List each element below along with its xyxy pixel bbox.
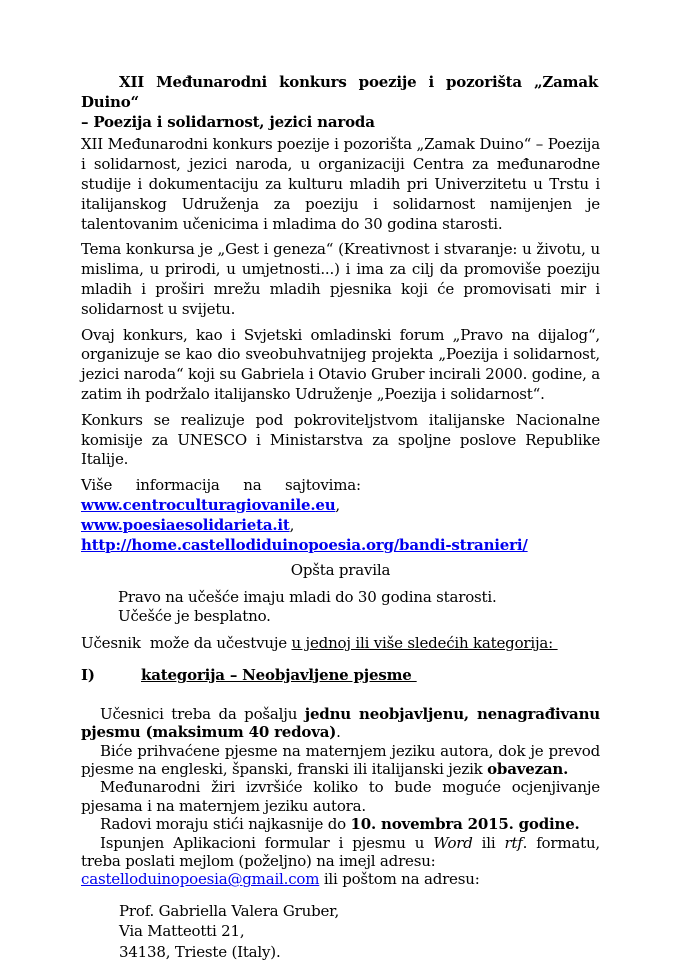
intro-section [81,135,600,555]
paragraph-websites [81,476,600,555]
application-text-3: . formatu, treba poslati mejlom (poželjno) na imejl adresu: [81,833,600,870]
section-heading-general-rules: Opšta pravila [290,561,391,580]
paragraph-deadline [81,815,600,833]
eligibility-free-line: Učešće je besplatno. [118,606,271,625]
address-street-line: Via Matteotti 21, [119,922,245,941]
paragraph-project: Ovaj konkurs, kao i Svjetski omladinski forum „Pravo na dijalog“, organizuje se kao dio sveobuhvatnijeg projekta „Poezija i solidarnost, jezici naroda“ koji su Gabriela i Otavio Gruber incirali 2000. godine, a zatim ih podržalo italijansko Udruženje „Poezija i solidarnost“. [81,325,600,403]
category-1-title: kategorija – Neobjavljene pjesme [141,666,417,685]
postal-address-block [81,901,600,960]
submission-period: . [336,723,341,742]
application-text-1: Ispunjen Aplikacioni formular i pjesmu u [100,833,434,852]
title-line-2: – Poezija i solidarnost, jezici naroda [81,112,375,131]
participation-categories-underlined: u jednoj ili više sledećih kategorija: [291,633,558,652]
deadline-text: Radovi moraju stići najkasnije do [100,815,351,834]
address-name-line: Prof. Gabriella Valera Gruber, [119,901,340,920]
paragraph-application [81,834,600,889]
category-1-heading [81,666,600,684]
websites-separator-2: , [289,515,295,534]
word-format-italic: Word [433,833,473,852]
paragraph-jury: Međunarodni žiri izvršiće koliko to bude moguće ocjenjivanje pjesama i na maternjem jeziku autora. [81,778,600,815]
submission-requirement-bold: jednu neobjavljenu, nenagrađivanu pjesmu (maksimum 40 redova) [81,704,600,742]
application-text-4: ili poštom na adresu: [319,870,480,889]
application-text-2: ili [472,833,505,852]
websites-separator-1: , [335,495,340,514]
paragraph-translation [81,742,600,779]
paragraph-submission [81,705,600,742]
document-title [81,73,600,132]
participation-line [81,634,600,652]
title-line-1: XII Međunarodni konkurs poezije i pozorišta „Zamak Duino“ [81,73,599,111]
translation-text: Biće prihvaćene pjesme na maternjem jeziku autora, dok je prevod pjesme na engleski, španski, franski ili italijanski jezik [81,741,600,778]
address-city-line: 34138, Trieste (Italy). [119,942,281,960]
paragraph-organizers: XII Međunarodni konkurs poezije i pozorišta „Zamak Duino“ – Poezija i solidarnost, jezici naroda, u organizaciji Centra za međunarodne studije i dokumentaciju za kulturu mladih pri Univerzitetu u Trstu i italijanskog Udruženja za poeziju i solidarnost namijenjen je talentovanim učenicima i mladima do 30 godina starosti. [81,135,600,233]
category-1-numeral: I) [81,666,95,685]
translation-mandatory-bold: obavezan. [487,759,569,778]
deadline-date-bold: 10. novembra 2015. godine. [350,815,580,834]
paragraph-patronage: Konkurs se realizuje pod pokroviteljstvom italijanske Nacionalne komisije za UNESCO i Ministarstva za spoljne poslove Republike Italije. [81,410,600,469]
link-centroculturagiovanile[interactable]: www.centroculturagiovanile.eu [81,495,336,514]
rtf-format-italic: rtf [504,833,523,852]
submission-text: Učesnici treba da pošalju [100,704,305,723]
eligibility-block [81,588,600,625]
websites-prefix: Više informacija na sajtovima: [81,476,361,495]
link-castellodiduinopoesia[interactable]: http://home.castellodiduinopoesia.org/bandi-stranieri/ [81,535,528,554]
email-link[interactable]: castelloduinopoesia@gmail.com [81,870,320,889]
participation-prefix: Učesnik može da učestvuje [81,633,292,652]
link-poesiaesolidarieta[interactable]: www.poesiaesolidarieta.it [81,515,290,534]
rules-section [81,588,600,960]
eligibility-age-line: Pravo na učešće imaju mladi do 30 godina starosti. [118,588,497,607]
paragraph-theme: Tema konkursa je „Gest i geneza“ (Kreativnost i stvaranje: u životu, u mislima, u prirodi, u umjetnosti...) i ima za cilj da promoviše poeziju mladih i proširi mrežu mladih pjesnika koji će promovisati mir i solidarnost u svijetu. [81,240,600,318]
